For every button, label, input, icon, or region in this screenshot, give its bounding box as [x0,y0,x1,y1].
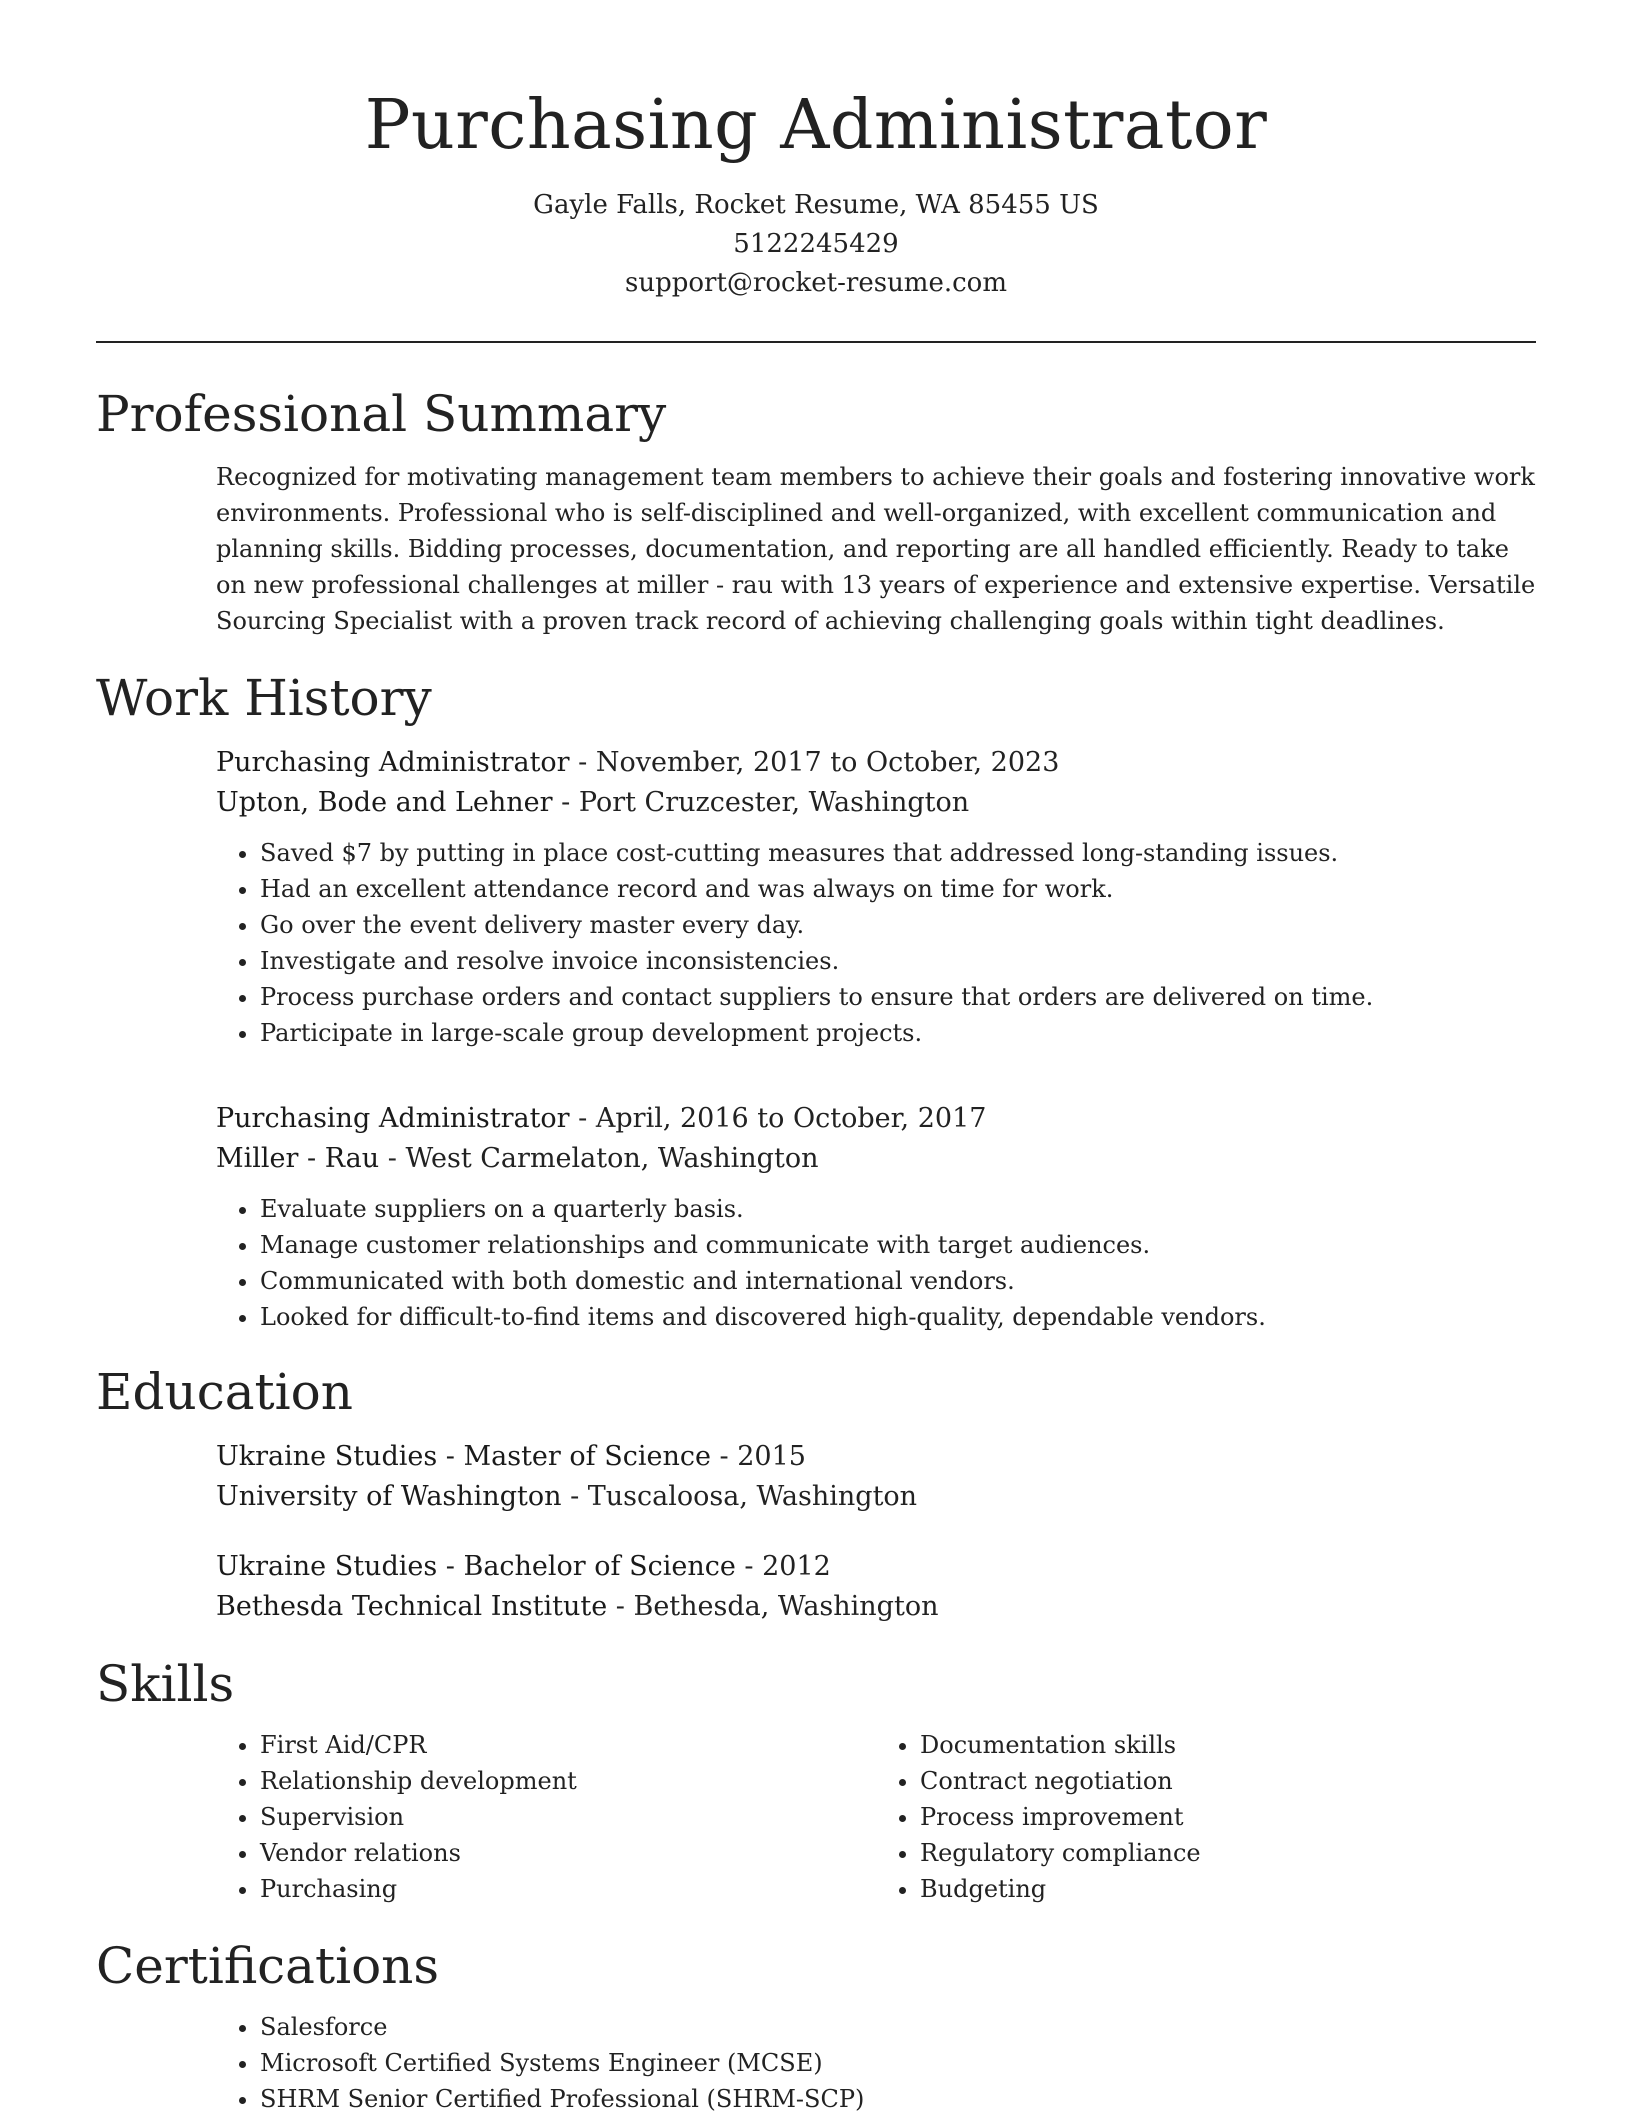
education-entry [216,1437,1536,1517]
work-history-section [96,667,1536,1335]
job-company-line [216,783,1536,823]
summary-heading: Professional Summary [96,385,667,443]
contact-block [96,186,1536,303]
certifications-section [96,1935,1536,2117]
list-item: • Salesforce [260,2009,1536,2045]
skills-grid [216,1727,1536,1907]
list-item: • Process purchase orders and contact suppliers to ensure that orders are delivered on time. [260,979,1536,1015]
job-location: - Port Cruzcester, Washington [552,787,970,818]
degree: Ukraine Studies - Bachelor of Science [216,1551,736,1582]
contact-address: Gayle Falls, Rocket Resume, WA 85455 US [533,190,1099,220]
skills-heading: Skills [96,1655,235,1713]
list-item: • Investigate and resolve invoice inconsistencies. [260,943,1536,979]
school-line [216,1587,1536,1627]
education-heading: Education [96,1363,353,1421]
job-dates: - April, 2016 to October, 2017 [569,1103,987,1134]
degree: Ukraine Studies - Master of Science [216,1441,711,1472]
list-item: • Participate in large-scale group development projects. [260,1015,1536,1051]
certifications-list [216,2009,1536,2117]
list-item: • Vendor relations [260,1835,876,1871]
summary-text: Recognized for motivating management team members to achieve their goals and fostering innovative work environments. Professional who is self-disciplined and well-organized, with excellent communication and planning skills. Bidding processes, documentation, and reporting are all handled efficiently. Ready to take on new professional challenges at miller - rau with 13 years of experience and extensive expertise. Versatile Sourcing Specialist with a proven track record of achieving challenging goals within tight deadlines. [216,463,1536,635]
job-dates: - November, 2017 to October, 2023 [569,747,1060,778]
resume-header [96,0,1536,303]
job-title: Purchasing Administrator [216,747,570,778]
skills-column-right [876,1727,1536,1907]
resume-title: Purchasing Administrator [364,86,1268,165]
job-title-line [216,743,1536,783]
list-item: • Contract negotiation [920,1763,1536,1799]
job-entry [216,1099,1536,1335]
job-location: - West Carmelaton, Washington [379,1143,819,1174]
list-item: • Saved $7 by putting in place cost-cutting measures that addressed long-standing issues. [260,835,1536,871]
education-entry [216,1547,1536,1627]
header-divider [96,341,1536,343]
list-item: • Process improvement [920,1799,1536,1835]
job-title: Purchasing Administrator [216,1103,570,1134]
school: Bethesda Technical Institute [216,1591,608,1622]
skills-section [96,1653,1536,1907]
list-item: • Communicated with both domestic and international vendors. [260,1263,1536,1299]
school-location: - Tuscaloosa, Washington [561,1481,918,1512]
summary-section [96,383,1536,639]
work-history-heading: Work History [96,669,432,727]
list-item: • Supervision [260,1799,876,1835]
list-item: • Had an excellent attendance record and was always on time for work. [260,871,1536,907]
list-item: • Manage customer relationships and communicate with target audiences. [260,1227,1536,1263]
list-item: • Looked for difficult-to-find items and discovered high-quality, dependable vendors. [260,1299,1536,1335]
school-location: - Bethesda, Washington [607,1591,939,1622]
contact-phone: 5122245429 [733,229,899,259]
job-company: Miller - Rau [216,1143,380,1174]
list-item: • Evaluate suppliers on a quarterly basis. [260,1191,1536,1227]
list-item: • First Aid/CPR [260,1727,876,1763]
list-item: • Go over the event delivery master every day. [260,907,1536,943]
list-item: • Relationship development [260,1763,876,1799]
list-item: • Budgeting [920,1871,1536,1907]
job-entry [216,743,1536,1051]
list-item: • Microsoft Certified Systems Engineer (MCSE) [260,2045,1536,2081]
list-item: • SHRM Senior Certified Professional (SHRM-SCP) [260,2081,1536,2117]
degree-line [216,1437,1536,1477]
list-item: • Regulatory compliance [920,1835,1536,1871]
resume-page [96,0,1536,2117]
job-bullets [216,1191,1536,1335]
skills-column-left [216,1727,876,1907]
list-item: • Purchasing [260,1871,876,1907]
job-company-line [216,1139,1536,1179]
job-bullets [216,835,1536,1051]
degree-year: - 2012 [735,1551,831,1582]
education-section [96,1361,1536,1627]
school: University of Washington [216,1481,562,1512]
list-item: • Documentation skills [920,1727,1536,1763]
contact-email: support@rocket-resume.com [624,268,1007,298]
school-line [216,1477,1536,1517]
job-company: Upton, Bode and Lehner [216,787,553,818]
degree-year: - 2015 [710,1441,806,1472]
job-title-line [216,1099,1536,1139]
degree-line [216,1547,1536,1587]
certifications-heading: Certifications [96,1937,440,1995]
